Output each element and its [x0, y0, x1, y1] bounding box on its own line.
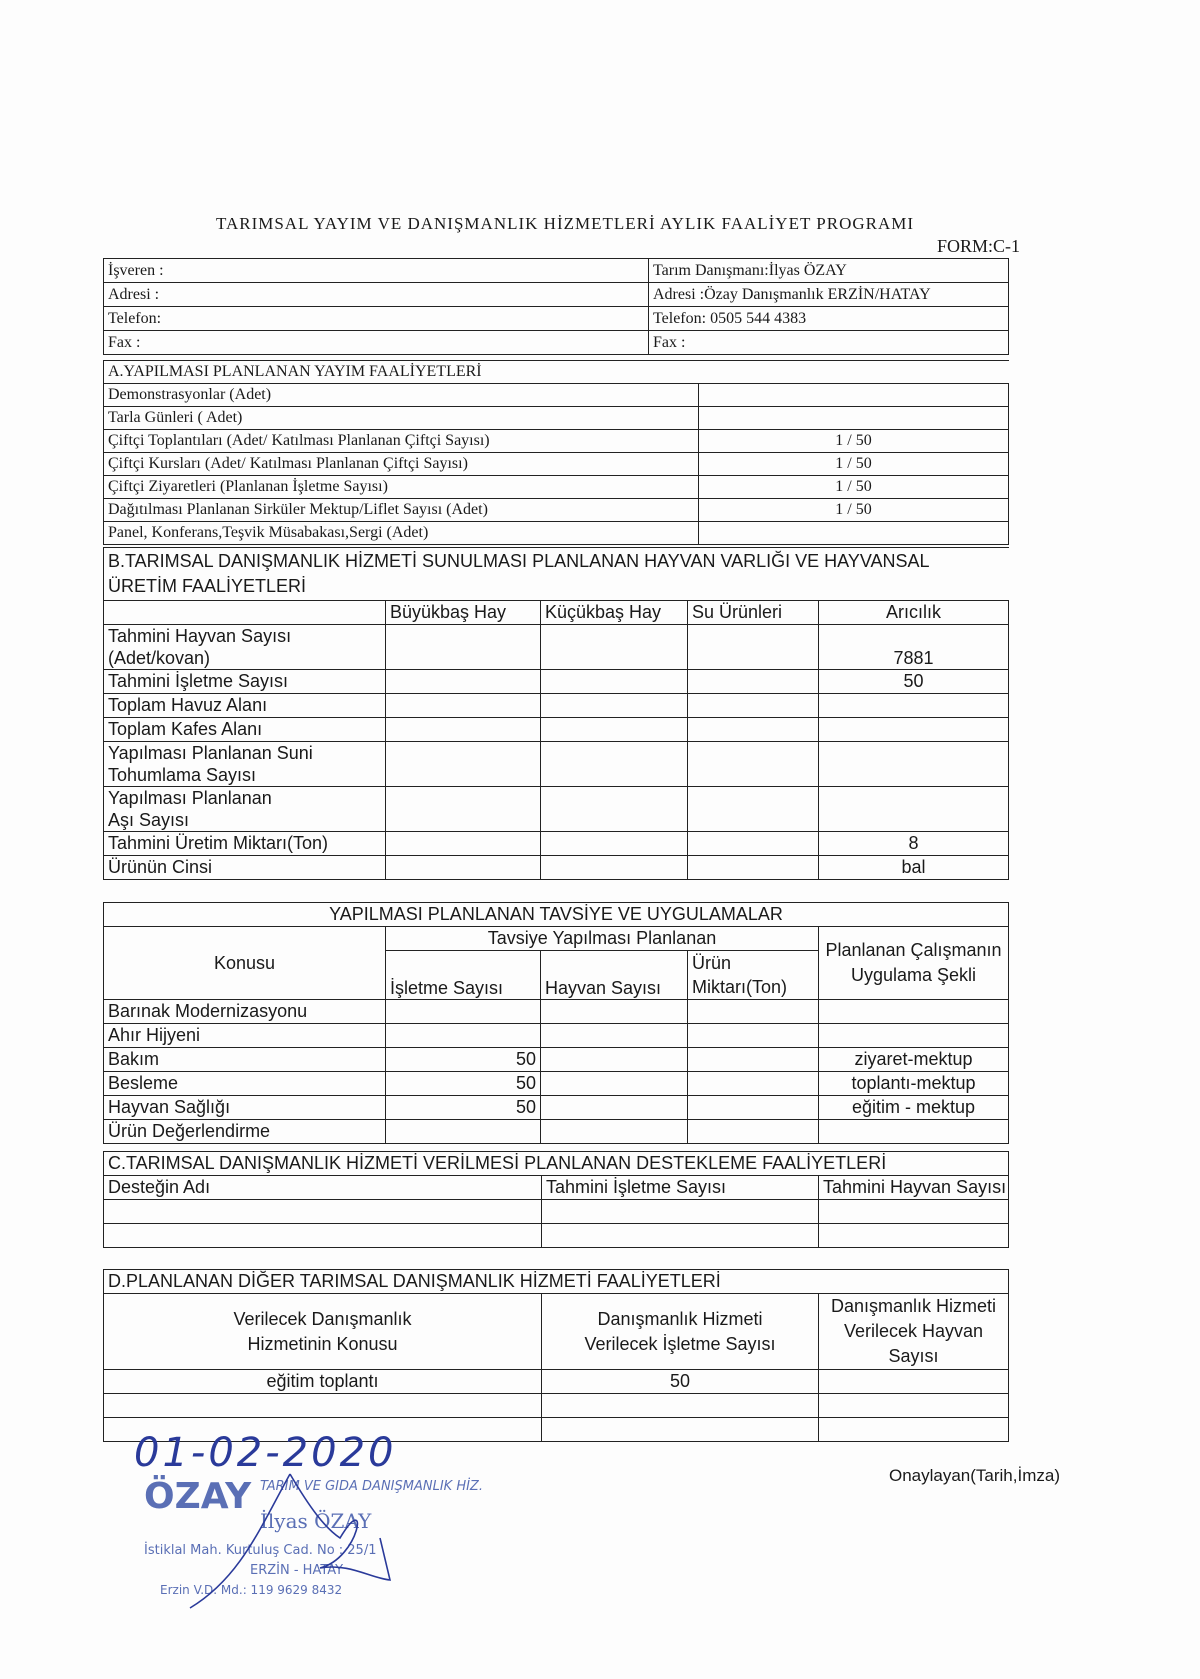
section-a-row [104, 384, 1009, 407]
livestock-row-label-line2: Tohumlama Sayısı [108, 765, 257, 785]
section-a-row [104, 499, 1009, 522]
section-a-row [104, 407, 1009, 430]
livestock-value [688, 625, 819, 670]
livestock-row-label [104, 742, 386, 787]
group-header: Tavsiye Yapılması Planlanan [386, 927, 819, 951]
recommendation-animals [541, 1000, 688, 1024]
support-animals-header: Tahmini Hayvan Sayısı [819, 1176, 1009, 1200]
method-header [819, 927, 1009, 1000]
recommendation-subject: Barınak Modernizasyonu [104, 1000, 386, 1024]
recommendation-product [688, 1024, 819, 1048]
livestock-value [386, 670, 541, 694]
livestock-value [541, 856, 688, 880]
recommendation-subject: Bakım [104, 1048, 386, 1072]
livestock-row-label-line2: Aşı Sayısı [108, 810, 190, 830]
empty-cell [542, 1224, 819, 1248]
section-c-table [103, 1151, 1009, 1248]
section-a-row [104, 476, 1009, 499]
recommendation-method [819, 1120, 1009, 1144]
method-header-line2: Uygulama Şekli [850, 965, 977, 985]
livestock-value [688, 718, 819, 742]
d-farms-header-line2: Verilecek İşletme Sayısı [584, 1333, 776, 1354]
livestock-value [386, 694, 541, 718]
activity-value [699, 384, 1009, 407]
livestock-value [386, 742, 541, 787]
d-farms-header-line1: Danışmanlık Hizmeti [597, 1308, 763, 1329]
recommendation-farms: 50 [386, 1096, 541, 1120]
livestock-row-label: Ürünün Cinsi [104, 856, 386, 880]
phone-label: Telefon: [104, 307, 649, 331]
activity-label: Demonstrasyonlar (Adet) [104, 384, 699, 407]
livestock-value [688, 670, 819, 694]
recommendation-farms [386, 1024, 541, 1048]
empty-cell [542, 1394, 819, 1418]
livestock-value [819, 718, 1009, 742]
recommendations-title: YAPILMASI PLANLANAN TAVSİYE VE UYGULAMALAR [104, 903, 1009, 927]
activity-value: 1 / 50 [699, 430, 1009, 453]
livestock-row [104, 625, 1009, 670]
livestock-row-label-line2: (Adet/kovan) [108, 648, 211, 668]
consulting-topic: eğitim toplantı [104, 1370, 542, 1394]
support-name-header: Desteğin Adı [104, 1176, 542, 1200]
employer-label: İşveren : [104, 259, 649, 283]
recommendation-row [104, 1048, 1009, 1072]
livestock-value [688, 856, 819, 880]
recommendation-row [104, 1072, 1009, 1096]
consulting-animals [819, 1370, 1009, 1394]
livestock-value: 8 [819, 832, 1009, 856]
livestock-row-label [104, 787, 386, 832]
empty-cell [819, 1224, 1009, 1248]
empty-cell [819, 1200, 1009, 1224]
livestock-row [104, 787, 1009, 832]
livestock-row-label-line1: Yapılması Planlanan [108, 788, 272, 808]
livestock-value [386, 856, 541, 880]
livestock-row-label: Toplam Kafes Alanı [104, 718, 386, 742]
empty-cell [819, 1418, 1009, 1442]
recommendation-animals [541, 1120, 688, 1144]
recommendation-subject: Besleme [104, 1072, 386, 1096]
consultant-phone: Telefon: 0505 544 4383 [649, 307, 1009, 331]
activity-label: Çiftçi Ziyaretleri (Planlanan İşletme Sayısı) [104, 476, 699, 499]
recommendation-animals [541, 1048, 688, 1072]
livestock-value [386, 718, 541, 742]
recommendation-farms [386, 1000, 541, 1024]
recommendation-product [688, 1000, 819, 1024]
handwritten-date-text: 01-02-2020 [134, 1430, 397, 1476]
empty-cell [819, 1394, 1009, 1418]
activity-label: Panel, Konferans,Teşvik Müsabakası,Sergi (Adet) [104, 522, 699, 545]
livestock-row [104, 670, 1009, 694]
section-b-title-line2: ÜRETİM FAALİYETLERİ [108, 576, 307, 596]
recommendations-table [103, 902, 1009, 1144]
product-header-line2: Miktarı(Ton) [692, 977, 788, 997]
section-a-title: A.YAPILMASI PLANLANAN YAYIM FAALİYETLERİ [104, 361, 1009, 384]
section-b-title [104, 548, 1009, 601]
product-header-line1: Ürün [692, 953, 732, 973]
recommendation-method: toplantı-mektup [819, 1072, 1009, 1096]
recommendation-farms [386, 1120, 541, 1144]
activity-value: 1 / 50 [699, 476, 1009, 499]
recommendation-subject: Ürün Değerlendirme [104, 1120, 386, 1144]
livestock-value [819, 742, 1009, 787]
empty-cell [542, 1200, 819, 1224]
company-stamp [140, 1468, 483, 1616]
method-header-line1: Planlanan Çalışmanın [825, 940, 1002, 960]
address-label: Adresi : [104, 283, 649, 307]
livestock-value [541, 718, 688, 742]
consultant-fax: Fax : [649, 331, 1009, 355]
product-header [688, 951, 819, 1000]
livestock-row-label [104, 625, 386, 670]
empty-cell [104, 1224, 542, 1248]
document-title: TARIMSAL YAYIM VE DANIŞMANLIK HİZMETLERİ AYLIK FAALİYET PROGRAMI [215, 214, 915, 233]
stamp-address: İstiklal Mah. Kurtuluş Cad. No : 25/1 [144, 1543, 377, 1558]
livestock-value [688, 787, 819, 832]
livestock-value [541, 832, 688, 856]
recommendation-product [688, 1048, 819, 1072]
topic-header [104, 1294, 542, 1370]
section-b-title-line1: B.TARIMSAL DANIŞMANLIK HİZMETİ SUNULMASI PLANLANAN HAYVAN VARLIĞI VE HAYVANSAL [108, 551, 930, 571]
livestock-row-label-line1: Tahmini Hayvan Sayısı [108, 626, 292, 646]
activity-value: 1 / 50 [699, 453, 1009, 476]
consulting-row [104, 1370, 1009, 1394]
section-b-table [103, 547, 1009, 880]
section-d-table [103, 1269, 1009, 1442]
section-a-row [104, 453, 1009, 476]
recommendation-subject: Hayvan Sağlığı [104, 1096, 386, 1120]
livestock-row [104, 832, 1009, 856]
stamp-tax: Erzin V.D. Md.: 119 9629 8432 [160, 1583, 343, 1597]
blank-header-cell [104, 601, 386, 625]
recommendation-method: ziyaret-mektup [819, 1048, 1009, 1072]
livestock-column-header: Küçükbaş Hay [541, 601, 688, 625]
livestock-row-label: Tahmini İşletme Sayısı [104, 670, 386, 694]
recommendation-row [104, 1096, 1009, 1120]
d-animals-header-line1: Danışmanlık Hizmeti [830, 1296, 997, 1316]
recommendation-method [819, 1000, 1009, 1024]
stamp-name: İlyas ÖZAY [260, 1509, 372, 1533]
recommendation-product [688, 1072, 819, 1096]
support-farms-header: Tahmini İşletme Sayısı [542, 1176, 819, 1200]
activity-label: Çiftçi Kursları (Adet/ Katılması Planlanan Çiftçi Sayısı) [104, 453, 699, 476]
section-a-row [104, 430, 1009, 453]
livestock-value [541, 625, 688, 670]
livestock-value [688, 832, 819, 856]
livestock-row [104, 742, 1009, 787]
subject-header: Konusu [104, 927, 386, 1000]
livestock-value [541, 787, 688, 832]
recommendation-method: eğitim - mektup [819, 1096, 1009, 1120]
section-a-row [104, 522, 1009, 545]
livestock-row-label: Tahmini Üretim Miktarı(Ton) [104, 832, 386, 856]
recommendation-animals [541, 1072, 688, 1096]
livestock-value [386, 787, 541, 832]
livestock-value: bal [819, 856, 1009, 880]
livestock-column-header: Su Ürünleri [688, 601, 819, 625]
farms-header: İşletme Sayısı [386, 951, 541, 1000]
recommendation-product [688, 1120, 819, 1144]
recommendation-farms: 50 [386, 1048, 541, 1072]
recommendation-subject: Ahır Hijyeni [104, 1024, 386, 1048]
consultant-address: Adresi :Özay Danışmanlık ERZİN/HATAY [649, 283, 1009, 307]
livestock-row [104, 694, 1009, 718]
empty-cell [104, 1200, 542, 1224]
d-animals-header [819, 1294, 1009, 1370]
empty-cell [104, 1394, 542, 1418]
activity-value: 1 / 50 [699, 499, 1009, 522]
fax-label: Fax : [104, 331, 649, 355]
livestock-value [541, 742, 688, 787]
livestock-value: 50 [819, 670, 1009, 694]
recommendation-row [104, 1024, 1009, 1048]
consultant-name: Tarım Danışmanı:İlyas ÖZAY [649, 259, 1009, 283]
empty-cell [542, 1418, 819, 1442]
livestock-row-label: Toplam Havuz Alanı [104, 694, 386, 718]
recommendation-method [819, 1024, 1009, 1048]
topic-header-line1: Verilecek Danışmanlık [233, 1308, 412, 1329]
recommendation-row [104, 1000, 1009, 1024]
livestock-value: 7881 [819, 625, 1009, 670]
recommendation-farms: 50 [386, 1072, 541, 1096]
stamp-logo: ÖZAY [144, 1476, 252, 1517]
livestock-value [386, 625, 541, 670]
recommendation-row [104, 1120, 1009, 1144]
recommendation-product [688, 1096, 819, 1120]
approval-label: Onaylayan(Tarih,İmza) [888, 1466, 1060, 1485]
livestock-row [104, 718, 1009, 742]
activity-value [699, 522, 1009, 545]
activity-label: Dağıtılması Planlanan Sirküler Mektup/Liflet Sayısı (Adet) [104, 499, 699, 522]
stamp-company-line: TARIM VE GIDA DANIŞMANLIK HİZ. [260, 1479, 483, 1494]
livestock-value [688, 742, 819, 787]
section-d-title: D.PLANLANAN DİĞER TARIMSAL DANIŞMANLIK HİZMETİ FAALİYETLERİ [104, 1270, 1009, 1294]
livestock-value [688, 694, 819, 718]
d-animals-header-line2: Verilecek Hayvan Sayısı [843, 1321, 984, 1366]
recommendation-animals [541, 1024, 688, 1048]
livestock-value [541, 694, 688, 718]
section-c-title: C.TARIMSAL DANIŞMANLIK HİZMETİ VERİLMESİ PLANLANAN DESTEKLEME FAALİYETLERİ [104, 1152, 1009, 1176]
activity-label: Çiftçi Toplantıları (Adet/ Katılması Planlanan Çiftçi Sayısı) [104, 430, 699, 453]
recommendation-animals [541, 1096, 688, 1120]
section-a-table [103, 360, 1009, 545]
animals-header: Hayvan Sayısı [541, 951, 688, 1000]
topic-header-line2: Hizmetinin Konusu [247, 1333, 398, 1354]
d-farms-header [542, 1294, 819, 1370]
consulting-farms: 50 [542, 1370, 819, 1394]
livestock-value [386, 832, 541, 856]
livestock-column-header: Arıcılık [819, 601, 1009, 625]
activity-label: Tarla Günleri ( Adet) [104, 407, 699, 430]
activity-value [699, 407, 1009, 430]
form-code: FORM:C-1 [936, 236, 1020, 256]
livestock-column-header: Büyükbaş Hay [386, 601, 541, 625]
livestock-value [819, 694, 1009, 718]
header-table [103, 258, 1009, 355]
livestock-value [541, 670, 688, 694]
livestock-row [104, 856, 1009, 880]
livestock-row-label-line1: Yapılması Planlanan Suni [108, 743, 313, 763]
stamp-city: ERZİN - HATAY [250, 1563, 344, 1578]
livestock-value [819, 787, 1009, 832]
